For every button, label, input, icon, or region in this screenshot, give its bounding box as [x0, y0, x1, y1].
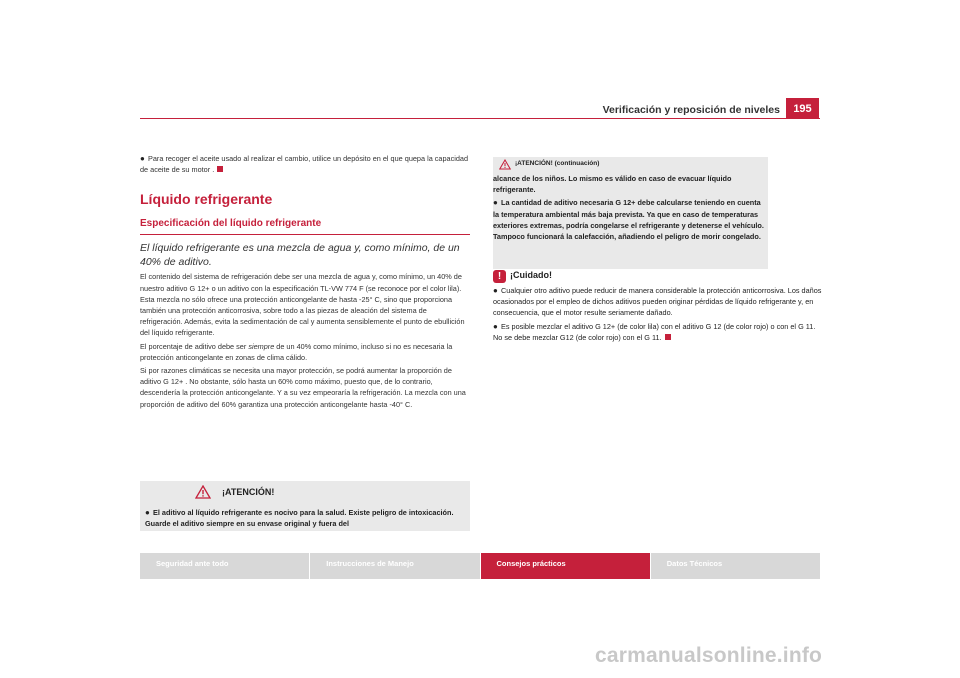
paragraph-1: El contenido del sistema de refrigeración debe ser una mezcla de agua y, como mínimo, un 40% de nuestro aditivo G 12+ o un aditivo con la especificación TL-VW 774 F (se reconoce por el color lila). Esta mezcla no sólo ofrece una protección anticongelante de hasta -25° C, sino que proporciona también una protección anticorrosiva, sobre todo a las piezas de aleación del sistema de refrigeración. Además, evita la sedimentación de cal y aumenta sensiblemente el punto de ebullición del líquido refrigerante. [140, 272, 465, 338]
caution-bullet-text-1: Cualquier otro aditivo puede reducir de manera considerable la protección anticorrosiva. Los daños ocasionados por el empleo de dichos aditivos pueden originar pérdidas de líquido refrigerante y, en consecuencia, que el motor resulte seriamente dañado. [493, 286, 822, 318]
footer-nav [140, 553, 820, 579]
end-mark-icon [217, 166, 223, 172]
intro-bullet-item [140, 153, 470, 175]
warning-title: ¡ATENCIÓN! [222, 487, 275, 497]
warning-continuation-bullet-item [493, 197, 764, 242]
warning-continuation-bullet-text: La cantidad de aditivo necesaria G 12+ debe calcularse teniendo en cuenta la temperatura ambiental más baja prevista. Ya que en caso de temperaturas exteriores extremas, podría congelarse el refrigerante y detenerse el vehículo. Tampoco funcionará la calefacción, añadiendo el peligro de morir congelado. [493, 198, 764, 242]
bullet-icon: ● [493, 286, 498, 295]
warning-bullet-text: El aditivo al líquido refrigerante es nocivo para la salud. Existe peligro de intoxicación. Guarde el aditivo siempre en su envase original y fuera del [145, 508, 454, 529]
paragraph-2 [140, 341, 470, 363]
warning-triangle-icon [499, 159, 511, 170]
warning-continuation-text: alcance de los niños. Lo mismo es válido en caso de evacuar líquido refrigerante. [493, 174, 732, 195]
caution-bullet-text-2: Es posible mezclar el aditivo G 12+ (de color lila) con el aditivo G 12 (de color rojo) o con el G 11. No se debe mezclar G12 (de color rojo) con el G 11. [493, 321, 816, 342]
bullet-icon: ● [140, 154, 145, 163]
paragraph-2-start: El porcentaje de aditivo debe ser [140, 341, 249, 351]
section-title: Líquido refrigerante [140, 191, 273, 208]
end-mark-icon [665, 334, 671, 340]
watermark: carmanualsonline.info [595, 644, 823, 667]
warning-bullet-item [140, 503, 470, 529]
page-header-title: Verificación y reposición de niveles [602, 104, 780, 116]
left-column [140, 153, 470, 412]
tab-datos[interactable]: Datos Técnicos [651, 553, 820, 579]
paragraph-3: Si por razones climáticas se necesita una mayor protección, se podrá aumentar la proporción de aditivo G 12+ . No obstante, sólo hasta un 60% como máximo, puesto que, de lo contrario, descendería la protección anticongelante. Y a su vez empeoraría la refrigeración. La mezcla con una proporción de aditivo del 60% garantiza una protección anticongelante hasta -40° C. [140, 366, 466, 409]
tab-consejos[interactable]: Consejos prácticos [481, 553, 650, 579]
warning-continuation-title: ¡ATENCIÓN! (continuación) [515, 160, 600, 167]
intro-bullet-text: Para recoger el aceite usado al realizar el cambio, utilice un depósito en el que quepa la capacidad de aceite de su motor . [140, 154, 469, 175]
paragraph-2-emphasis: siempre [248, 341, 275, 351]
tab-seguridad[interactable]: Seguridad ante todo [140, 553, 309, 579]
bullet-icon: ● [145, 508, 150, 517]
bullet-icon: ● [493, 198, 498, 208]
caution-section [493, 267, 823, 343]
caution-header [493, 267, 823, 285]
caution-bullet-item [493, 285, 823, 319]
header-divider [140, 118, 820, 119]
warning-triangle-icon [195, 485, 211, 499]
bullet-icon: ● [493, 321, 498, 331]
tab-instrucciones[interactable]: Instrucciones de Manejo [310, 553, 479, 579]
subsection-title: Especificación del líquido refrigerante [140, 218, 470, 235]
warning-box [140, 481, 470, 531]
paragraph-2-end: de un 40% como mínimo, incluso si no es necesaria la protección anticongelante en zonas de clima cálido. [140, 341, 453, 362]
lead-text: El líquido refrigerante es una mezcla de agua y, como mínimo, de un 40% de aditivo. [140, 242, 460, 269]
page-number: 195 [786, 98, 819, 118]
caution-bullet-item [493, 321, 823, 343]
warning-continuation-box [493, 157, 768, 269]
caution-title: ¡Cuidado! [510, 270, 552, 281]
warning-continuation-body [493, 171, 768, 242]
caution-icon: ! [493, 270, 506, 283]
